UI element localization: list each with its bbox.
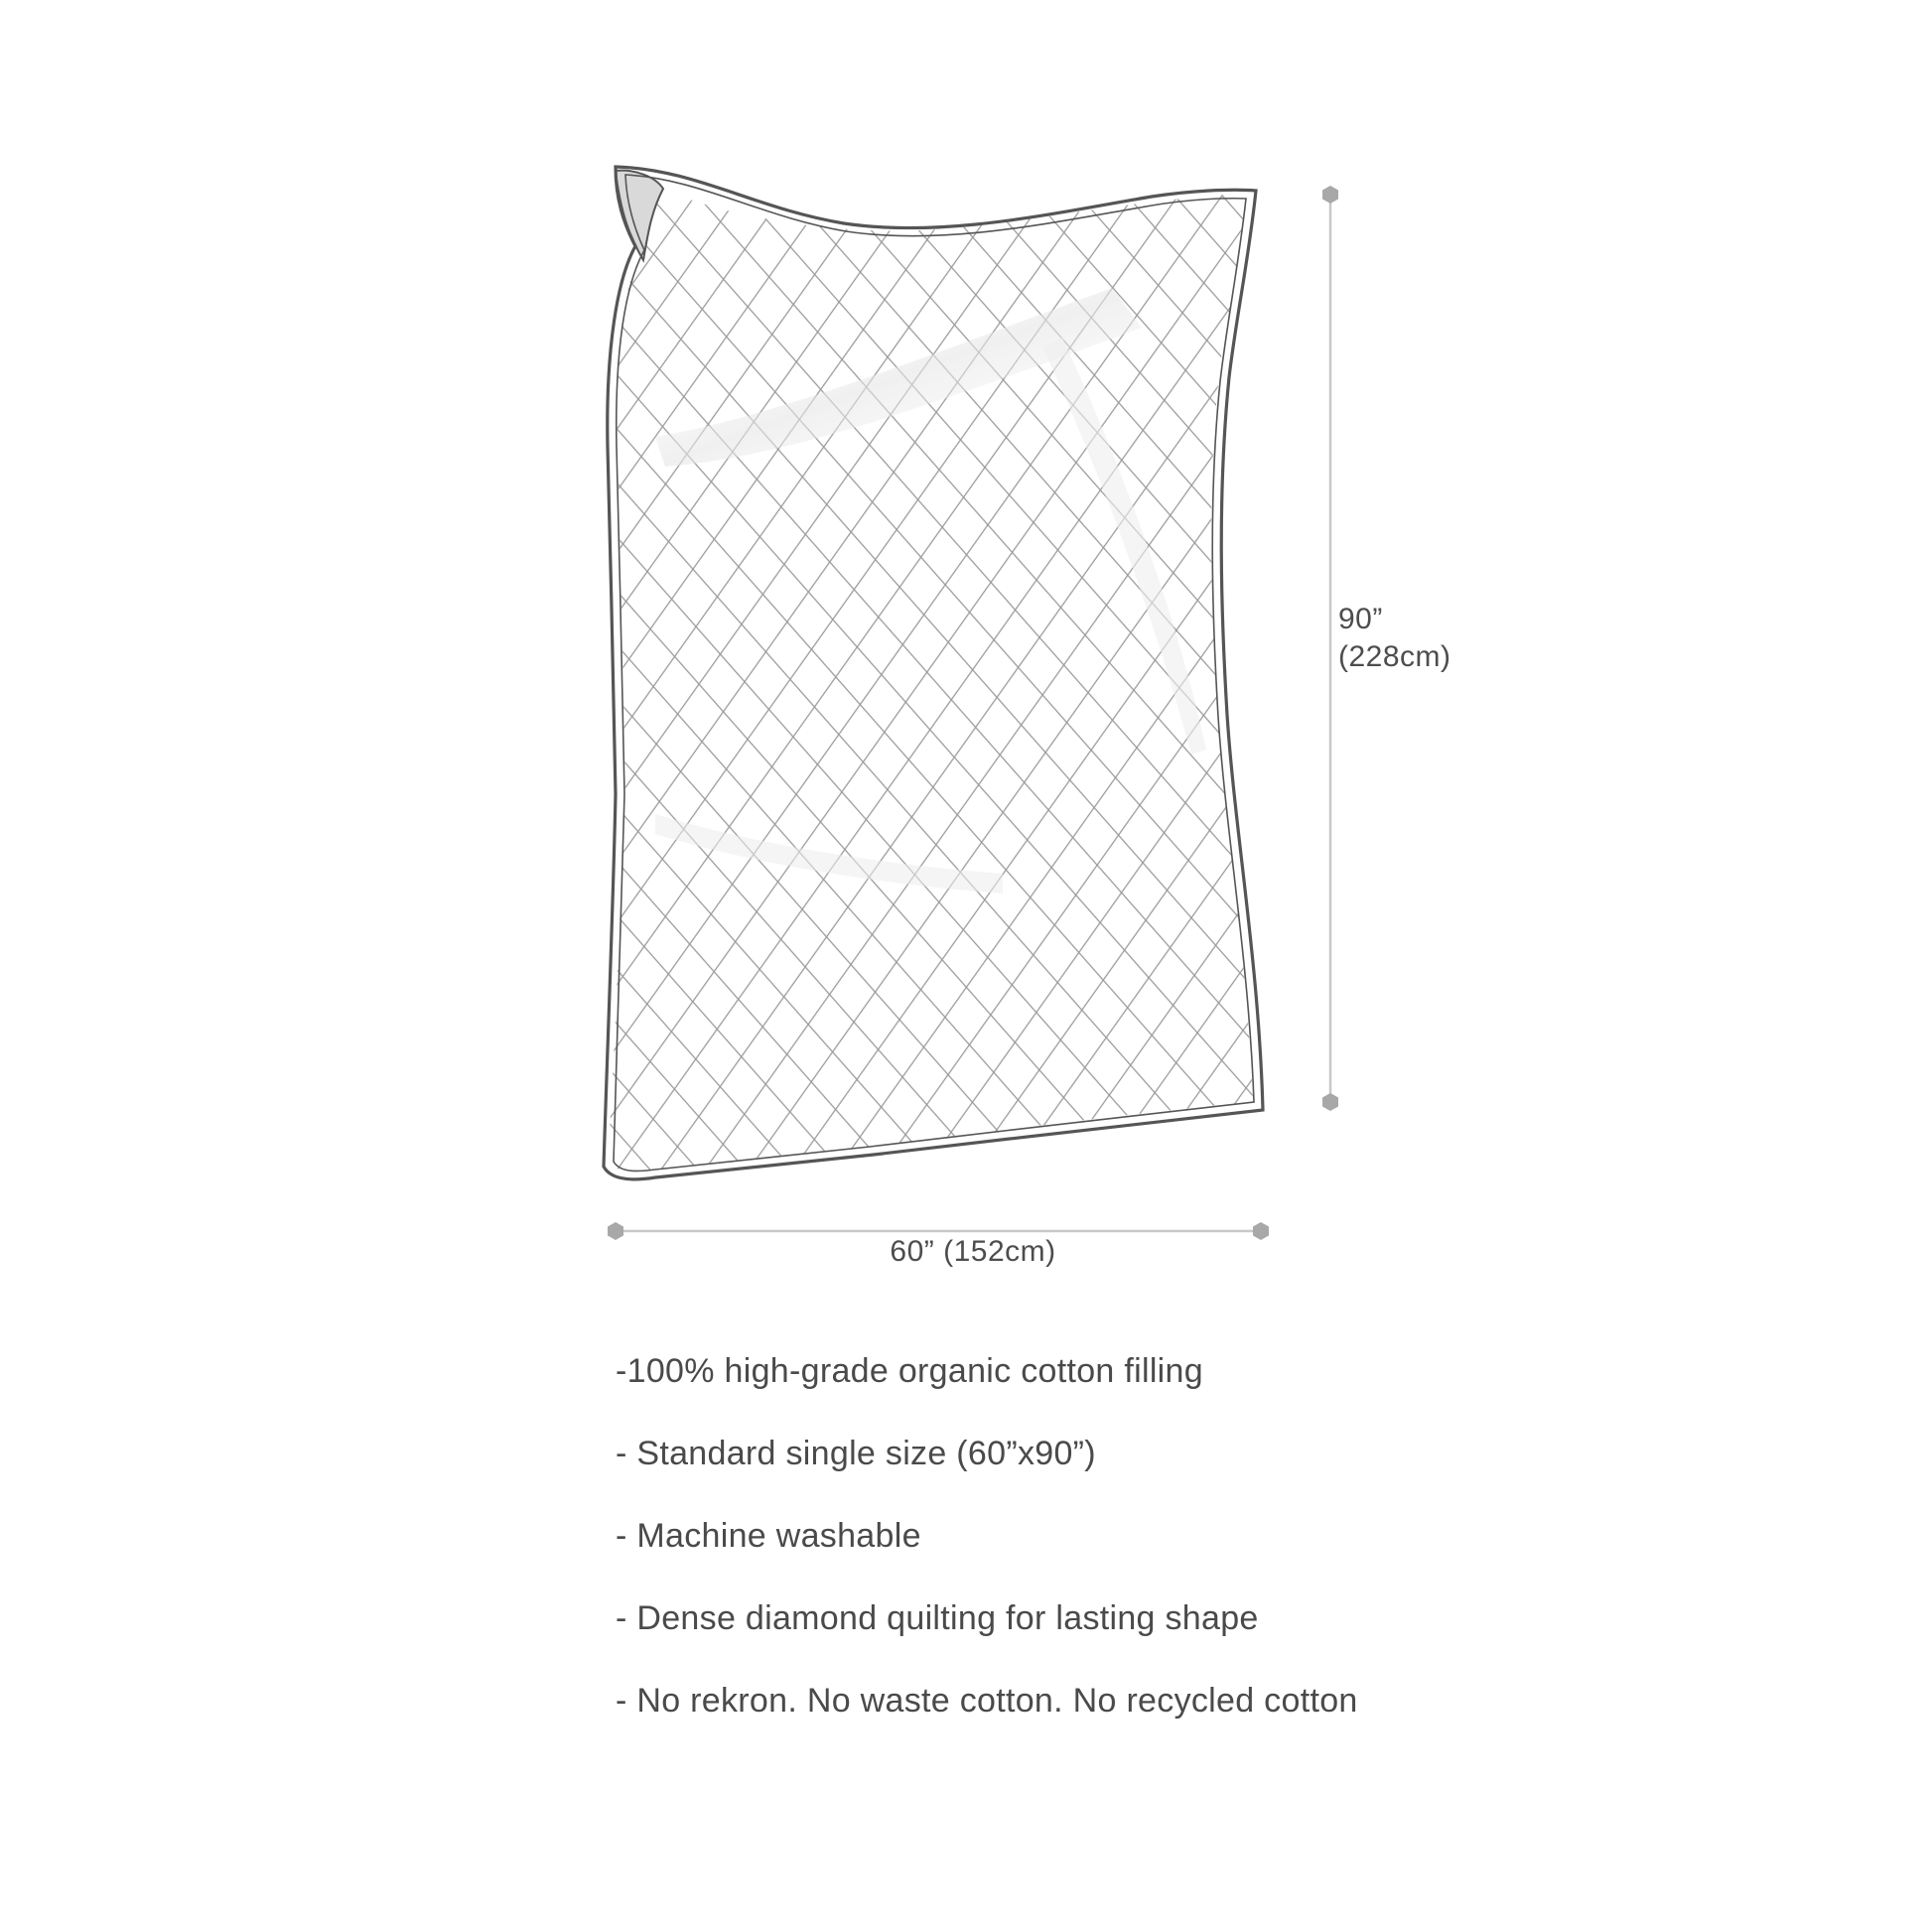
feature-item: - Dense diamond quilting for lasting shape — [616, 1599, 1259, 1637]
feature-list — [616, 1350, 1358, 1762]
width-label: 60” (152cm) — [890, 1235, 1056, 1268]
height-label — [1338, 601, 1451, 676]
feature-item: - No rekron. No waste cotton. No recycled cotton — [616, 1682, 1358, 1720]
height-inches: 90” — [1338, 603, 1383, 635]
height-bottom-marker — [1322, 1093, 1338, 1111]
feature-item: - Machine washable — [616, 1517, 921, 1555]
feature-item: - Standard single size (60”x90”) — [616, 1435, 1096, 1472]
height-top-marker — [1322, 186, 1338, 204]
height-dimension-line — [1322, 186, 1338, 1111]
height-cm: (228cm) — [1338, 640, 1451, 673]
quilt-body — [596, 169, 1271, 1181]
feature-item: -100% high-grade organic cotton filling — [616, 1352, 1203, 1390]
